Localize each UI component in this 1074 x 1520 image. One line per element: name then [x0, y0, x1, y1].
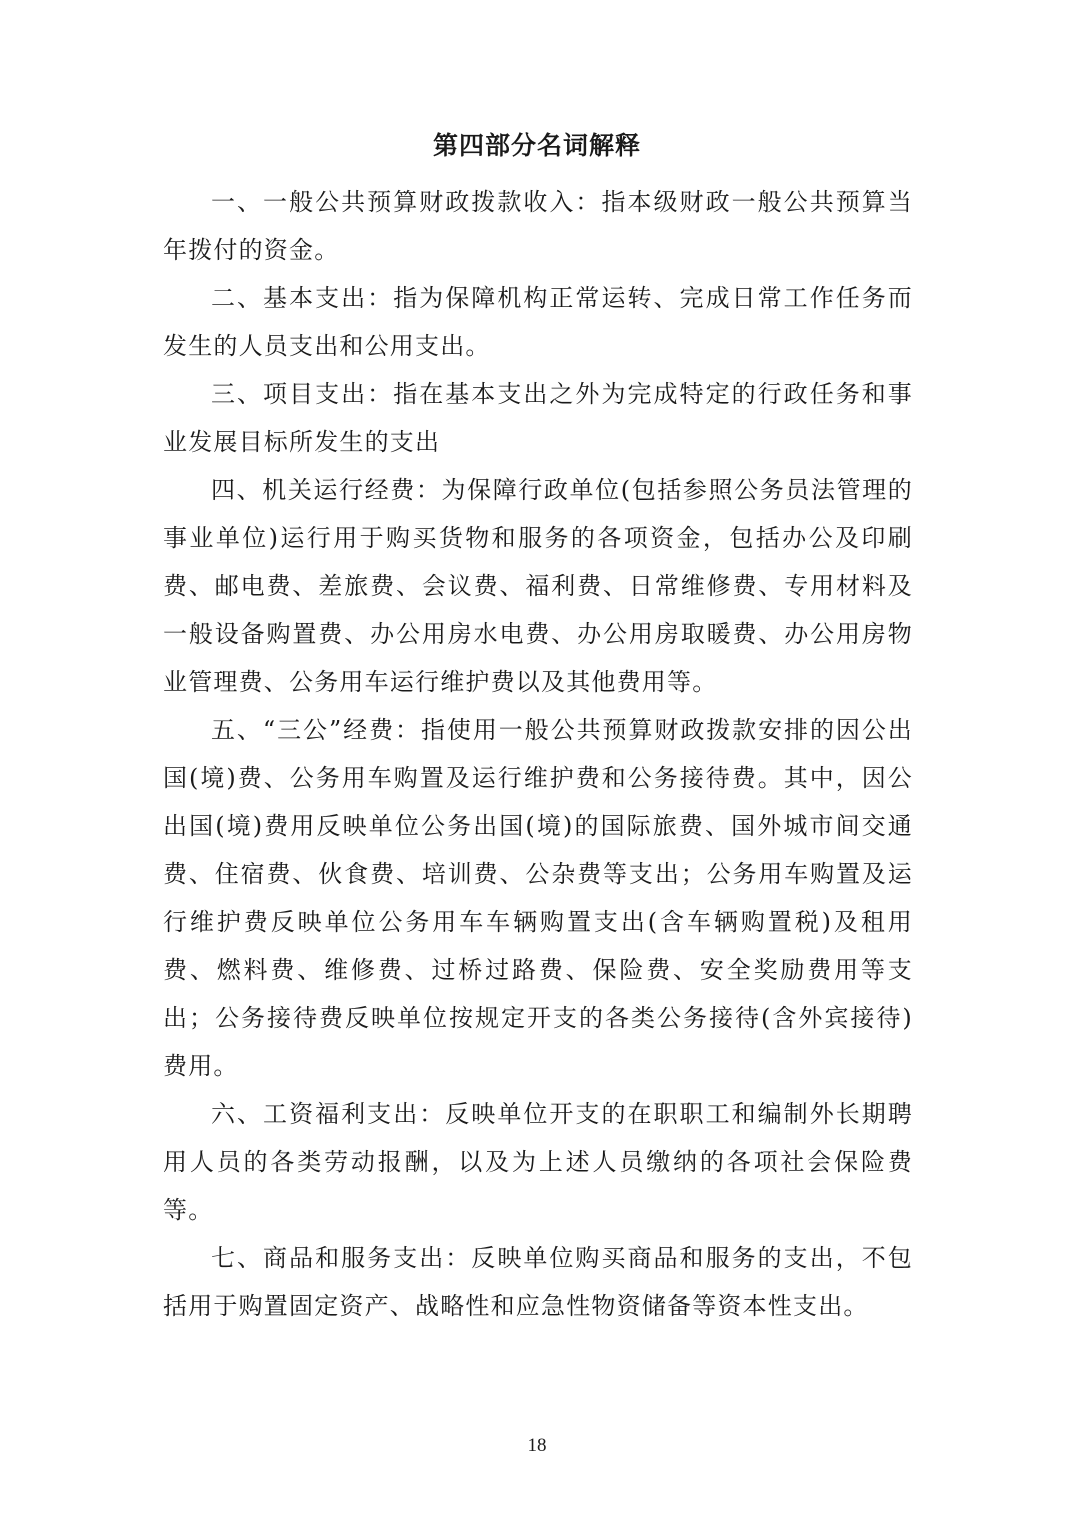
paragraph-7: 七、商品和服务支出：反映单位购买商品和服务的支出，不包括用于购置固定资产、战略性和应急性物资储备等资本性支出。 [163, 1244, 913, 1320]
page-title: 第四部分名词解释 [432, 131, 641, 160]
paragraph-2: 二、基本支出：指为保障机构正常运转、完成日常工作任务而发生的人员支出和公用支出。 [163, 284, 913, 360]
paragraph-3: 三、项目支出：指在基本支出之外为完成特定的行政任务和事业发展目标所发生的支出 [163, 380, 913, 456]
document-body [163, 178, 913, 1330]
paragraph-5: 五、“三公”经费：指使用一般公共预算财政拨款安排的因公出国(境)费、公务用车购置及运行维护费和公务接待费。其中，因公出国(境)费用反映单位公务出国(境)的国际旅费、国外城市间交通费、住宿费、伙食费、培训费、公杂费等支出；公务用车购置及运行维护费反映单位公务用车车辆购置支出(含车辆购置税)及租用费、燃料费、维修费、过桥过路费、保险费、安全奖励费用等支出；公务接待费反映单位按规定开支的各类公务接待(含外宾接待)费用。 [163, 716, 913, 1080]
paragraph-1: 一、一般公共预算财政拨款收入：指本级财政一般公共预算当年拨付的资金。 [163, 188, 913, 264]
paragraph-6: 六、工资福利支出：反映单位开支的在职职工和编制外长期聘用人员的各类劳动报酬，以及为上述人员缴纳的各项社会保险费等。 [163, 1100, 913, 1224]
paragraph-4: 四、机关运行经费：为保障行政单位(包括参照公务员法管理的事业单位)运行用于购买货物和服务的各项资金，包括办公及印刷费、邮电费、差旅费、会议费、福利费、日常维修费、专用材料及一般设备购置费、办公用房水电费、办公用房取暖费、办公用房物业管理费、公务用车运行维护费以及其他费用等。 [163, 476, 913, 696]
page-number: 18 [527, 1435, 547, 1456]
